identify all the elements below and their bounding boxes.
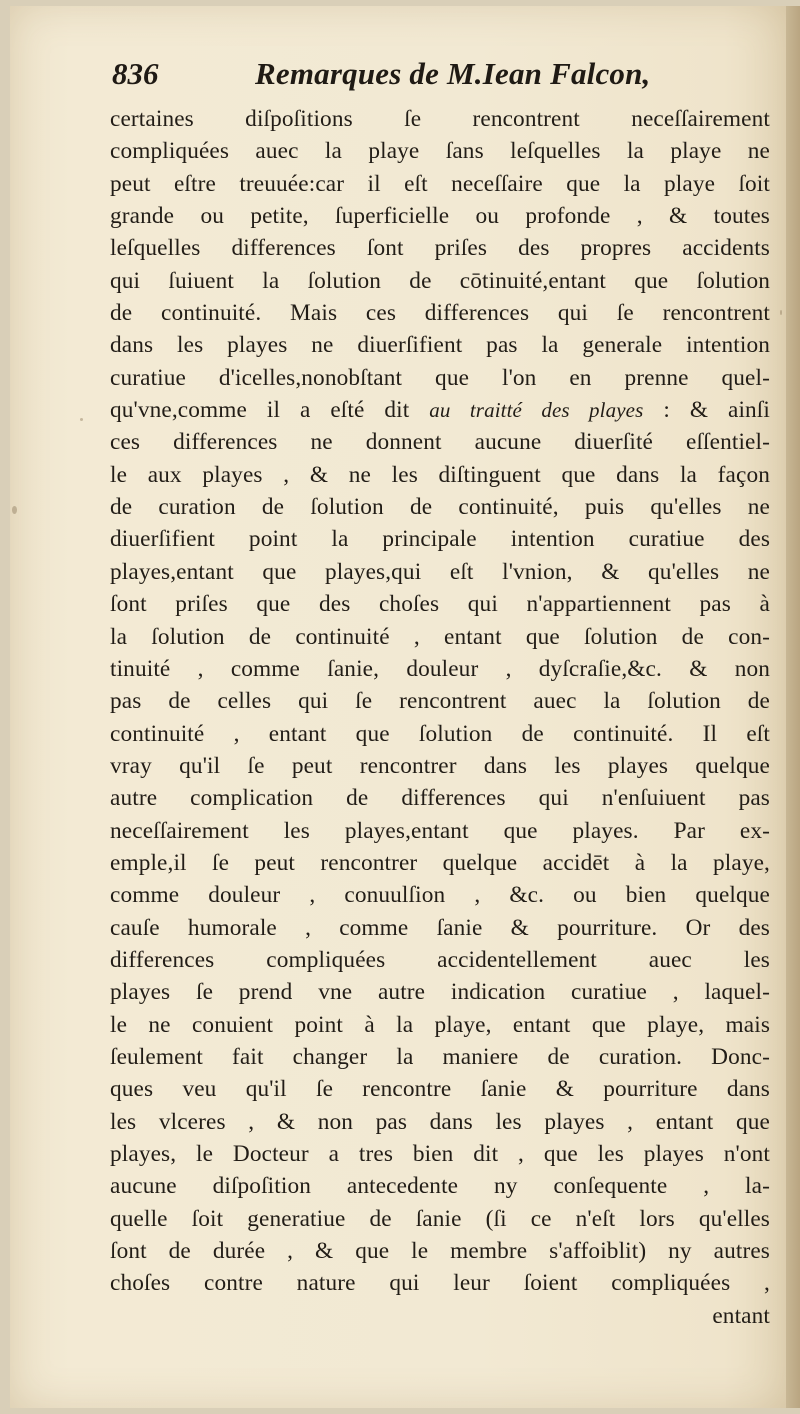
text-segment: ces differences ne donnent aucune diuerſité eſſentiel-	[110, 429, 770, 456]
text-line	[110, 879, 770, 911]
text-line	[110, 718, 770, 750]
ink-speck	[780, 310, 782, 315]
body-text	[110, 103, 770, 1332]
text-line	[110, 426, 770, 458]
text-line	[110, 1300, 770, 1332]
page-number: 836	[112, 56, 159, 91]
text-line	[110, 329, 770, 361]
text-line	[110, 232, 770, 264]
text-segment: vray qu'il ſe peut rencontrer dans les playes quelque	[110, 752, 770, 779]
text-line	[110, 1203, 770, 1235]
text-segment: playes ſe prend vne autre indication curatiue , laquel-	[110, 979, 770, 1006]
text-segment: choſes contre nature qui leur ſoient compliquées ,	[110, 1270, 770, 1297]
text-segment: cauſe humorale , comme ſanie & pourriture. Or des	[110, 914, 770, 941]
text-segment: differences compliquées accidentellement auec les	[110, 946, 770, 973]
text-segment: playes, le Docteur a tres bien dit , que les playes n'ont	[110, 1141, 770, 1167]
text-segment: tinuité , comme ſanie, douleur , dyſcraſie,&c. & non	[110, 655, 770, 682]
page-header	[112, 56, 712, 100]
text-segment: certaines diſpoſitions ſe rencontrent neceſſairement	[110, 106, 770, 132]
text-segment: grande ou petite, ſuperficielle ou profonde , & toutes	[110, 203, 770, 230]
text-line	[110, 750, 770, 782]
text-line	[110, 1138, 770, 1170]
text-line	[110, 103, 770, 135]
text-segment: les vlceres , & non pas dans les playes , entant que	[110, 1108, 770, 1135]
text-segment: dans les playes ne diuerſifient pas la generale intention	[110, 332, 770, 359]
text-segment: playes,entant que playes,qui eſt l'vnion, & qu'elles ne	[110, 558, 770, 585]
text-segment: ſont priſes que des choſes qui n'appartiennent pas à	[110, 591, 770, 618]
text-segment: la ſolution de continuité , entant que ſolution de con-	[110, 623, 770, 650]
text-line	[110, 1009, 770, 1041]
page-edge	[786, 6, 800, 1408]
text-segment: compliquées auec la playe ſans leſquelles la playe ne	[110, 138, 770, 165]
text-line	[110, 556, 770, 588]
text-line	[110, 200, 770, 232]
text-segment: continuité , entant que ſolution de continuité. Il eſt	[110, 720, 770, 747]
text-segment: ſont de durée , & que le membre s'affoiblit) ny autres	[110, 1238, 770, 1265]
text-segment: le aux playes , & ne les diſtinguent que dans la façon	[110, 461, 770, 488]
italic-phrase: au traitté des playes	[429, 398, 644, 423]
text-line	[110, 265, 770, 297]
text-line	[110, 976, 770, 1008]
text-segment: pas de celles qui ſe rencontrent auec la ſolution de	[110, 688, 770, 715]
ink-speck	[12, 506, 17, 514]
text-segment: quelle ſoit generatiue de ſanie (ſi ce n'eſt lors qu'elles	[110, 1205, 770, 1232]
text-line	[110, 621, 770, 653]
text-line	[110, 1267, 770, 1299]
text-line	[110, 135, 770, 167]
text-line	[110, 653, 770, 685]
text-segment: qui ſuiuent la ſolution de cōtinuité,entant que ſolution	[110, 267, 770, 294]
text-segment: diuerſifient point la principale intention curatiue des	[110, 526, 770, 553]
text-segment: : & ainſi	[643, 397, 770, 424]
text-line	[110, 491, 770, 523]
text-line	[110, 944, 770, 976]
text-line	[110, 523, 770, 555]
text-line	[110, 168, 770, 200]
text-line	[110, 912, 770, 944]
text-line	[110, 685, 770, 717]
text-segment: entant	[712, 1302, 770, 1329]
text-segment: neceſſairement les playes,entant que playes. Par ex-	[110, 817, 770, 844]
text-segment: de curation de ſolution de continuité, puis qu'elles ne	[110, 494, 770, 521]
text-line	[110, 1170, 770, 1202]
text-line	[110, 1106, 770, 1138]
text-line	[110, 815, 770, 847]
text-line	[110, 782, 770, 814]
text-segment: curatiue d'icelles,nonobſtant que l'on en prenne quel-	[110, 364, 770, 391]
text-segment: leſquelles differences ſont priſes des propres accidents	[110, 235, 770, 262]
text-line	[110, 297, 770, 329]
text-segment: comme douleur , conuulſion , &c. ou bien quelque	[110, 882, 770, 909]
text-line	[110, 362, 770, 394]
text-line	[110, 394, 770, 426]
text-line	[110, 1235, 770, 1267]
text-segment: qu'vne,comme il a eſté dit	[110, 397, 430, 424]
text-segment: de continuité. Mais ces differences qui ſe rencontrent	[110, 300, 770, 327]
text-segment: le ne conuient point à la playe, entant que playe, mais	[110, 1011, 770, 1038]
running-title: Remarques de M.Iean Falcon,	[255, 56, 651, 91]
text-segment: emple,il ſe peut rencontrer quelque accidēt à la playe,	[110, 849, 770, 876]
text-line	[110, 459, 770, 491]
text-segment: ſeulement fait changer la maniere de curation. Donc-	[110, 1043, 770, 1070]
text-line	[110, 588, 770, 620]
text-segment: aucune diſpoſition antecedente ny conſequente , la-	[110, 1173, 770, 1200]
text-segment: autre complication de differences qui n'enſuiuent pas	[110, 785, 770, 812]
ink-speck	[80, 418, 83, 421]
text-segment: peut eſtre treuuée:car il eſt neceſſaire que la playe ſoit	[110, 170, 770, 197]
text-line	[110, 1073, 770, 1105]
text-line	[110, 847, 770, 879]
text-segment: ques veu qu'il ſe rencontre ſanie & pourriture dans	[110, 1076, 770, 1103]
text-line	[110, 1041, 770, 1073]
